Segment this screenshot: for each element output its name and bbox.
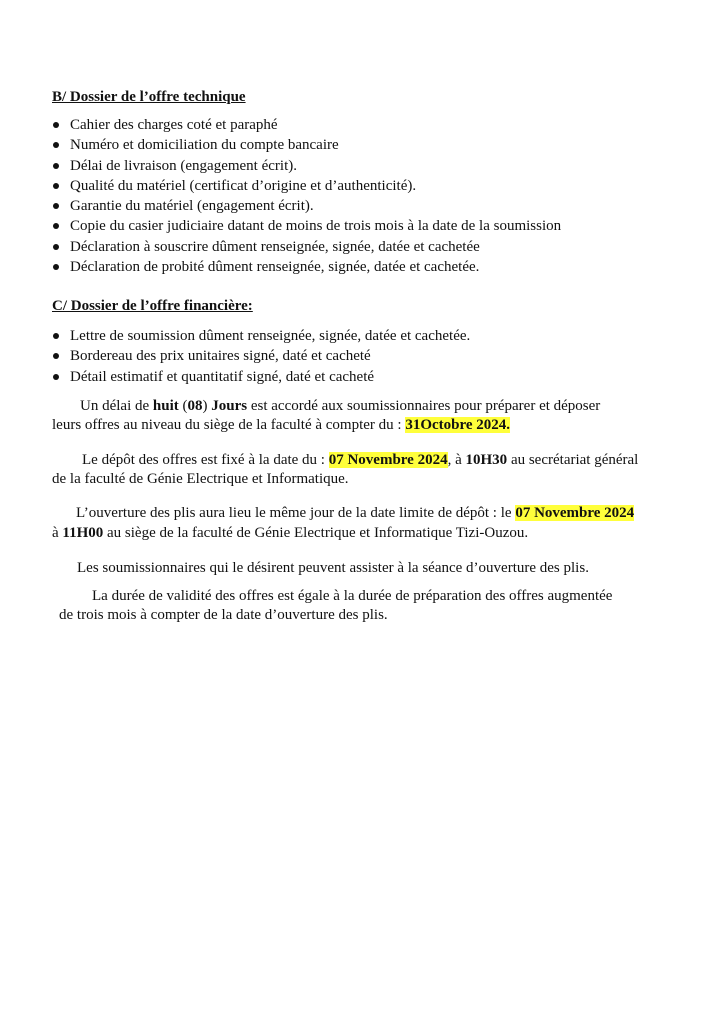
list-item: Lettre de soumission dûment renseignée, signée, datée et cachetée. [50,326,470,346]
paragraph-validity-line2: de trois mois à compter de la date d’ouverture des plis. [59,607,388,623]
section-b-list [50,115,561,277]
list-item: Bordereau des prix unitaires signé, daté et cacheté [50,346,470,366]
list-item: Détail estimatif et quantitatif signé, daté et cacheté [50,367,470,387]
section-c-list [50,326,470,387]
list-item: Déclaration à souscrire dûment renseignée, signée, datée et cachetée [50,237,561,257]
section-c-heading: C/ Dossier de l’offre financière: [52,298,253,314]
paragraph-delay-line1: Un délai de huit (08) Jours est accordé aux soumissionnaires pour préparer et déposer [80,398,601,414]
paragraph-opening-line1: L’ouverture des plis aura lieu le même jour de la date limite de dépôt : le 07 Novembre 2024 [76,505,635,521]
list-item: Copie du casier judiciaire datant de moins de trois mois à la date de la soumission [50,216,561,236]
paragraph-deposit-line1: Le dépôt des offres est fixé à la date du : 07 Novembre 2024, à 10H30 au secrétariat général [82,452,639,468]
highlighted-date: 07 Novembre 2024 [515,505,635,521]
paragraph-opening-line2: à 11H00 au siège de la faculté de Génie Electrique et Informatique Tizi-Ouzou. [52,525,529,541]
list-item: Qualité du matériel (certificat d’origine et d’authenticité). [50,176,561,196]
paragraph-delay-line2: leurs offres au niveau du siège de la faculté à compter du : 31Octobre 2024. [52,417,511,433]
highlighted-date: 07 Novembre 2024 [328,452,448,468]
highlighted-date: 31Octobre 2024. [405,417,511,433]
list-item: Déclaration de probité dûment renseignée, signée, datée et cachetée. [50,257,561,277]
paragraph-deposit-line2: de la faculté de Génie Electrique et Informatique. [52,471,349,487]
list-item: Cahier des charges coté et paraphé [50,115,561,135]
list-item: Garantie du matériel (engagement écrit). [50,196,561,216]
list-item: Délai de livraison (engagement écrit). [50,156,561,176]
paragraph-attendance: Les soumissionnaires qui le désirent peuvent assister à la séance d’ouverture des plis. [77,560,589,576]
list-item: Numéro et domiciliation du compte bancaire [50,135,561,155]
paragraph-validity-line1: La durée de validité des offres est égale à la durée de préparation des offres augmentée [92,588,613,604]
section-b-heading: B/ Dossier de l’offre technique [52,89,246,105]
